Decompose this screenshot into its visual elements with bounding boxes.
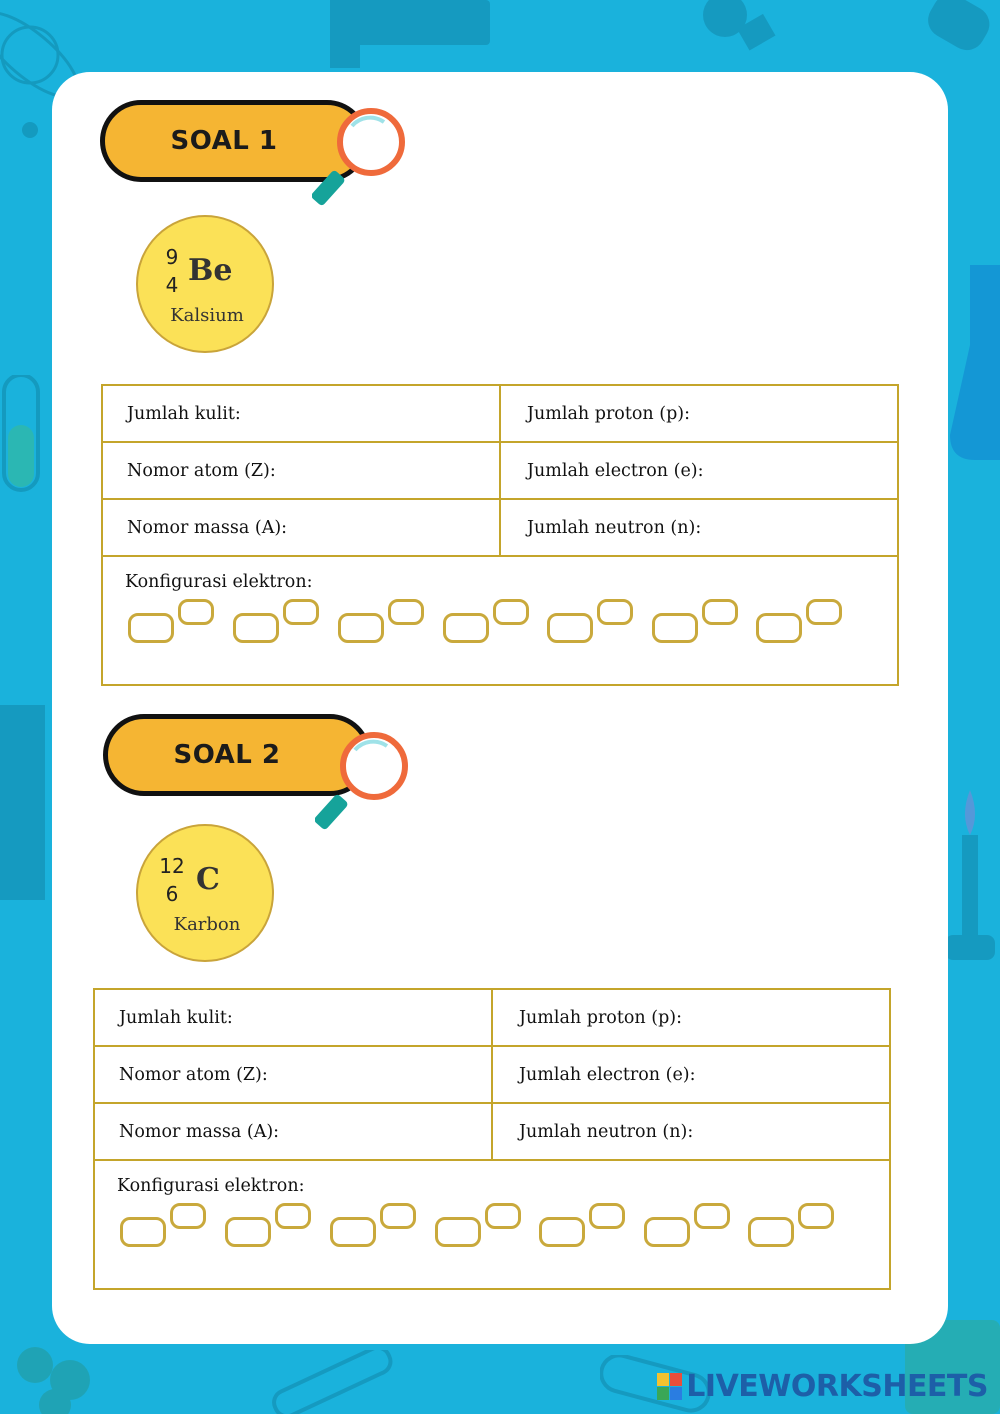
soal-2-table	[93, 988, 891, 1290]
soal-2-title: SOAL 2	[173, 740, 281, 770]
soal-1-shells-label: Jumlah kulit:	[103, 386, 501, 441]
soal-2-config-slot	[644, 1203, 764, 1253]
soal-1-element-circle	[136, 215, 274, 353]
subshell-input[interactable]	[338, 613, 384, 643]
soal-1-config-slot	[128, 599, 248, 649]
soal-1-mass-number: 9	[165, 245, 179, 269]
soal-1-config-slot	[443, 599, 563, 649]
soal-1-atomic-number: 4	[165, 273, 179, 297]
bunsen-burner-icon	[940, 790, 1000, 970]
soal-2-mass-number-label: Nomor massa (A):	[95, 1104, 493, 1159]
soal-2-configuration-label: Konfigurasi elektron:	[117, 1176, 305, 1196]
electron-count-input[interactable]	[275, 1203, 311, 1229]
lightbulb-icon	[680, 0, 790, 60]
electron-count-input[interactable]	[798, 1203, 834, 1229]
soal-1-config-slot	[652, 599, 772, 649]
electron-count-input[interactable]	[589, 1203, 625, 1229]
soal-2-config-slot	[120, 1203, 240, 1253]
subshell-input[interactable]	[547, 613, 593, 643]
subshell-input[interactable]	[233, 613, 279, 643]
lab-flask-icon	[950, 265, 1000, 465]
subshell-input[interactable]	[748, 1217, 794, 1247]
table-row	[103, 500, 897, 557]
electron-count-input[interactable]	[178, 599, 214, 625]
table-row	[95, 1047, 889, 1104]
soal-2-config-slot	[435, 1203, 555, 1253]
soal-2-element-name: Karbon	[173, 914, 241, 935]
soal-1-protons-label: Jumlah proton (p):	[527, 403, 691, 424]
soal-1-neutrons-label: Jumlah neutron (n):	[527, 517, 702, 538]
liveworksheets-logo[interactable]	[657, 1369, 988, 1404]
molecule-icon	[0, 1340, 120, 1414]
electron-count-input[interactable]	[806, 599, 842, 625]
soal-2-atomic-number-label: Nomor atom (Z):	[95, 1047, 493, 1102]
electron-count-input[interactable]	[702, 599, 738, 625]
electron-count-input[interactable]	[597, 599, 633, 625]
electron-count-input[interactable]	[380, 1203, 416, 1229]
soal-2-config-slot	[748, 1203, 868, 1253]
magnifier-icon	[315, 730, 411, 836]
electron-count-input[interactable]	[388, 599, 424, 625]
soal-1-config-slot	[547, 599, 667, 649]
soal-1-config-slot	[756, 599, 876, 649]
soal-2-shells-label: Jumlah kulit:	[95, 990, 493, 1045]
subshell-input[interactable]	[443, 613, 489, 643]
soal-1-element-symbol: Be	[188, 253, 233, 288]
soal-2-mass-number: 12	[159, 854, 185, 878]
lab-flask-icon	[920, 0, 1000, 60]
soal-1-electrons-label: Jumlah electron (e):	[527, 460, 704, 481]
subshell-input[interactable]	[128, 613, 174, 643]
subshell-input[interactable]	[644, 1217, 690, 1247]
soal-1-mass-number-label: Nomor massa (A):	[103, 500, 501, 555]
subshell-input[interactable]	[435, 1217, 481, 1247]
soal-1-config-slot	[338, 599, 458, 649]
soal-2-element-circle	[136, 824, 274, 962]
liveworksheets-logo-text: LIVEWORKSHEETS	[686, 1369, 988, 1404]
soal-2-atomic-number: 6	[165, 882, 179, 906]
soal-1-config-slot	[233, 599, 353, 649]
test-tube-icon	[0, 375, 45, 495]
subshell-input[interactable]	[225, 1217, 271, 1247]
soal-2-config-slot	[225, 1203, 345, 1253]
electron-count-input[interactable]	[485, 1203, 521, 1229]
electron-count-input[interactable]	[283, 599, 319, 625]
soal-1-title: SOAL 1	[170, 126, 278, 156]
subshell-input[interactable]	[120, 1217, 166, 1247]
electron-count-input[interactable]	[170, 1203, 206, 1229]
table-row	[95, 990, 889, 1047]
subshell-input[interactable]	[756, 613, 802, 643]
soal-2-element-symbol: C	[196, 862, 220, 897]
lab-flask-icon	[0, 705, 50, 905]
soal-1-configuration-label: Konfigurasi elektron:	[125, 572, 313, 592]
table-row	[103, 386, 897, 443]
lab-flask-icon	[320, 0, 500, 70]
electron-count-input[interactable]	[694, 1203, 730, 1229]
soal-2-config-slot	[330, 1203, 450, 1253]
test-tube-icon	[270, 1350, 400, 1414]
liveworksheets-logo-icon	[657, 1373, 683, 1401]
subshell-input[interactable]	[539, 1217, 585, 1247]
soal-1-atomic-number-label: Nomor atom (Z):	[103, 443, 501, 498]
subshell-input[interactable]	[652, 613, 698, 643]
subshell-input[interactable]	[330, 1217, 376, 1247]
soal-1-element-name: Kalsium	[170, 305, 244, 326]
electron-count-input[interactable]	[493, 599, 529, 625]
table-row	[95, 1104, 889, 1161]
table-row	[103, 443, 897, 500]
soal-2-electrons-label: Jumlah electron (e):	[519, 1064, 696, 1085]
soal-1-table	[101, 384, 899, 686]
soal-2-neutrons-label: Jumlah neutron (n):	[519, 1121, 694, 1142]
soal-2-protons-label: Jumlah proton (p):	[519, 1007, 683, 1028]
magnifier-icon	[312, 106, 408, 212]
soal-2-config-slot	[539, 1203, 659, 1253]
